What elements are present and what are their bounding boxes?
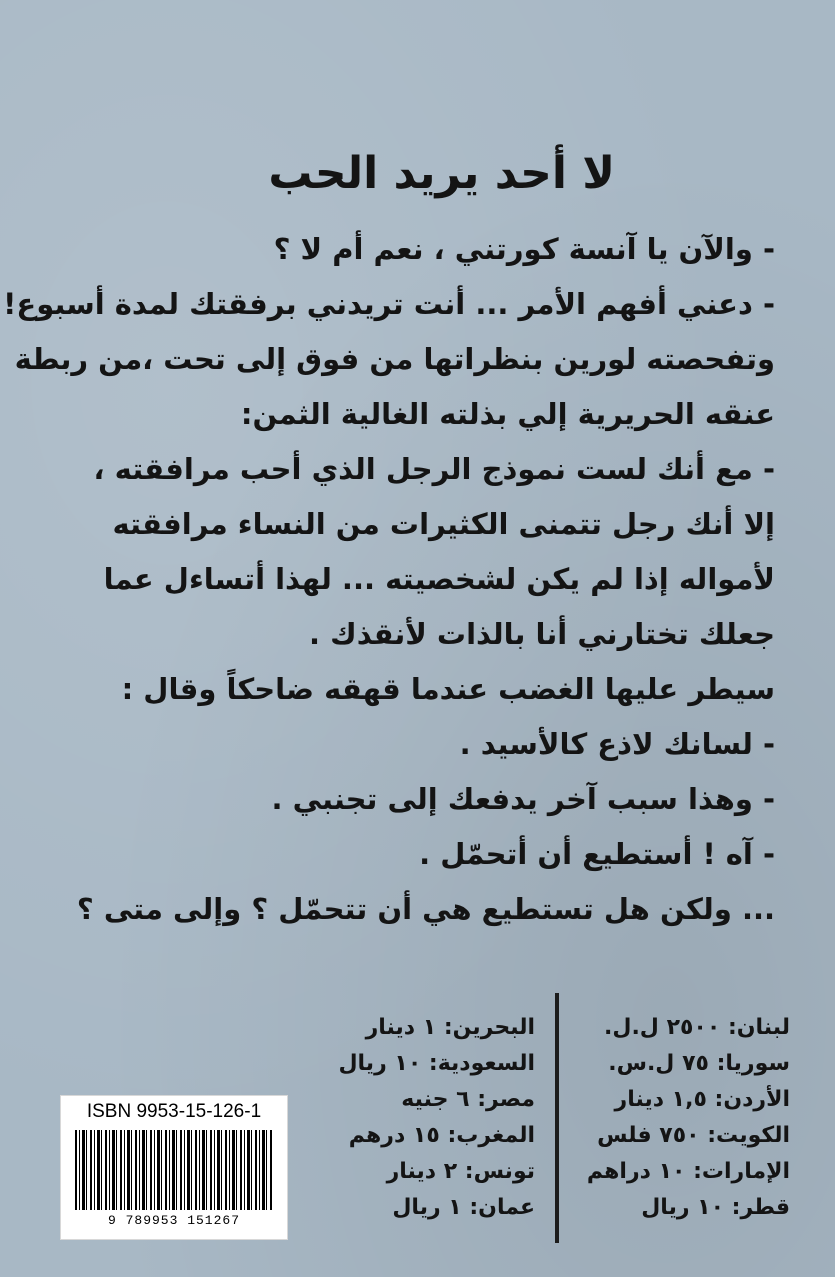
- price-row: تونس: ٢ دينار: [386, 1159, 535, 1184]
- price-row: المغرب: ١٥ درهم: [348, 1123, 535, 1148]
- blurb-line: - مع أنك لست نموذج الرجل الذي أحب مرافقته ،: [93, 452, 775, 486]
- blurb-line: - آه ! أستطيع أن أتحمّل .: [419, 837, 775, 871]
- price-row: البحرين: ١ دينار: [365, 1015, 535, 1040]
- price-list-right: [565, 1010, 790, 1226]
- blurb-line: - والآن يا آنسة كورتني ، نعم أم لا ؟: [273, 232, 775, 266]
- price-row: الإمارات: ١٠ دراهم: [586, 1159, 790, 1184]
- blurb-line: ... ولكن هل تستطيع هي أن تتحمّل ؟ وإلى متى ؟: [76, 892, 775, 926]
- blurb-text: [3, 222, 775, 937]
- isbn-barcode: [60, 1095, 288, 1240]
- price-row: عمان: ١ ريال: [392, 1195, 535, 1220]
- blurb-line: عنقه الحريرية إلي بذلته الغالية الثمن:: [240, 397, 775, 431]
- price-row: مصر: ٦ جنيه: [401, 1087, 535, 1112]
- isbn-label: ISBN 9953-15-126-1: [86, 1101, 262, 1122]
- price-row: الأردن: ١,٥ دينار: [614, 1087, 790, 1112]
- price-row: سوريا: ٧٥ ل.س.: [608, 1051, 790, 1076]
- price-list-left: [320, 1010, 535, 1226]
- blurb-line: إلا أنك رجل تتمنى الكثيرات من النساء مرافقته: [112, 507, 775, 541]
- price-divider: [555, 993, 559, 1243]
- barcode-bars: [75, 1130, 273, 1210]
- blurb-line: لأمواله إذا لم يكن لشخصيته ... لهذا أتساءل عما: [103, 562, 775, 596]
- price-row: قطر: ١٠ ريال: [641, 1195, 790, 1220]
- book-title: لا أحد يريد الحب: [268, 148, 615, 199]
- blurb-line: وتفحصته لورين بنظراتها من فوق إلى تحت ،من ربطة: [14, 342, 775, 376]
- blurb-line: - لسانك لاذع كالأسيد .: [459, 727, 775, 761]
- blurb-line: - دعني أفهم الأمر ... أنت تريدني برفقتك لمدة أسبوع!: [3, 287, 775, 321]
- blurb-line: جعلك تختارني أنا بالذات لأنقذك .: [309, 617, 775, 651]
- barcode-digits: 9 789953 151267: [107, 1213, 241, 1228]
- price-row: لبنان: ٢٥٠٠ ل.ل.: [604, 1015, 790, 1040]
- blurb-line: سيطر عليها الغضب عندما قهقه ضاحكاً وقال :: [121, 672, 775, 706]
- price-row: الكويت: ٧٥٠ فلس: [597, 1123, 790, 1148]
- price-row: السعودية: ١٠ ريال: [338, 1051, 535, 1076]
- blurb-line: - وهذا سبب آخر يدفعك إلى تجنبي .: [271, 782, 775, 816]
